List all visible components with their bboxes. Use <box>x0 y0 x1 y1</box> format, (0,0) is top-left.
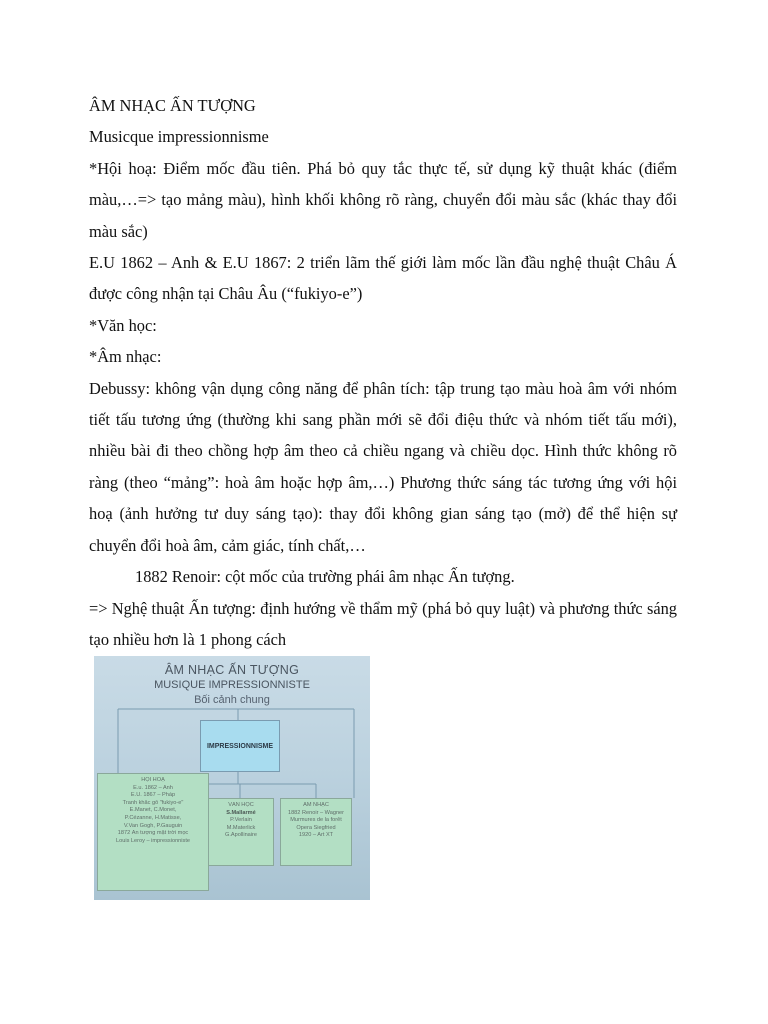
literature-node-line: M.Materlick <box>226 824 256 831</box>
slide-photo <box>94 656 370 900</box>
music-node-line: 1920 – Art XT <box>298 832 334 839</box>
slide-title: ÂM NHẠC ẤN TƯỢNG <box>164 663 300 677</box>
center-node <box>200 720 280 772</box>
literature-node-line: G.Apollinaire <box>224 832 258 839</box>
conclusion-paragraph: => Nghệ thuật Ấn tượng: định hướng về thẩm mỹ (phá bỏ quy luật) và phương thức sáng tạo nhiều hơn là 1 phong cách <box>89 598 677 649</box>
document-body <box>89 90 677 655</box>
expo-paragraph: E.U 1862 – Anh & E.U 1867: 2 triển lãm thế giới làm mốc lần đầu nghệ thuật Châu Á được công nhận tại Châu Âu (“fukiyo-e”) <box>89 253 677 304</box>
literature-node-line: S.Mallarmé <box>226 809 256 816</box>
painting-node-line: V.Van Gogh, P.Gauguin <box>123 822 183 829</box>
slide-subtitle: MUSIQUE IMPRESSIONNISTE <box>154 679 310 691</box>
literature-node-line: VĂN HỌC <box>228 802 254 808</box>
music-node-line: ÂM NHẠC <box>303 802 329 808</box>
painting-node-line: E.Manet, C.Monet, <box>129 807 177 814</box>
painting-node-line: Tranh khắc gỗ "fukiyo-e" <box>122 799 184 806</box>
literature-heading: *Văn học: <box>89 315 157 335</box>
painting-node-line: E.u. 1862 – Anh <box>133 784 173 791</box>
painting-node-line: 1872 Ấn tượng mặt trời mọc <box>117 830 189 837</box>
music-node-line: 1882 Renoir – Wagner <box>287 809 345 816</box>
slide-context: Bối cảnh chung <box>194 694 270 706</box>
literature-node-line: P.Verlain <box>230 817 252 824</box>
music-node <box>280 798 352 866</box>
painting-paragraph: *Hội hoạ: Điểm mốc đầu tiên. Phá bỏ quy tắc thực tế, sử dụng kỹ thuật khác (điểm màu,…=> tạo mảng màu), hình khối không rõ ràng, chuyển đổi màu sắc (khác thay đổi màu sắc) <box>89 158 677 241</box>
music-node-line: Murmures de la forêt <box>290 817 342 824</box>
music-heading: *Âm nhạc: <box>89 347 162 367</box>
painting-node-line: E.U. 1867 – Pháp <box>130 792 176 799</box>
music-node-line: Opera Siegfried <box>296 824 336 831</box>
painting-node-line: Louis Leroy – impressionniste <box>116 837 190 844</box>
painting-node-line: P.Cézanne, H.Matisse, <box>124 814 182 821</box>
document-subheading: Musicque impressionnisme <box>89 127 269 147</box>
debussy-paragraph: Debussy: không vận dụng công năng để phân tích: tập trung tạo màu hoà âm với nhóm tiết tấu tương ứng (thường khi sang phần mới sẽ đổi điệu thức và nhóm tiết tấu mới), nhiều bài đi theo chồng hợp âm theo cả chiều ngang và chiều dọc. Hình thức không rõ ràng (theo “mảng”: hoà âm hoặc hợp âm,…) Phương thức sáng tác tương ứng với hội hoạ (ảnh hưởng tư duy sáng tạo): thay đổi không gian sáng tạo (mở) để thể hiện sự chuyển đổi hoà âm, cảm giác, tính chất,… <box>89 378 677 555</box>
painting-node <box>97 773 209 891</box>
literature-node <box>208 798 274 866</box>
painting-node-line: HỘI HOẠ <box>141 777 165 783</box>
center-node-label: IMPRESSIONNISME <box>206 742 274 750</box>
renoir-paragraph: 1882 Renoir: cột mốc của trường phái âm nhạc Ấn tượng. <box>135 567 515 587</box>
document-heading: ÂM NHẠC ẤN TƯỢNG <box>89 96 256 115</box>
